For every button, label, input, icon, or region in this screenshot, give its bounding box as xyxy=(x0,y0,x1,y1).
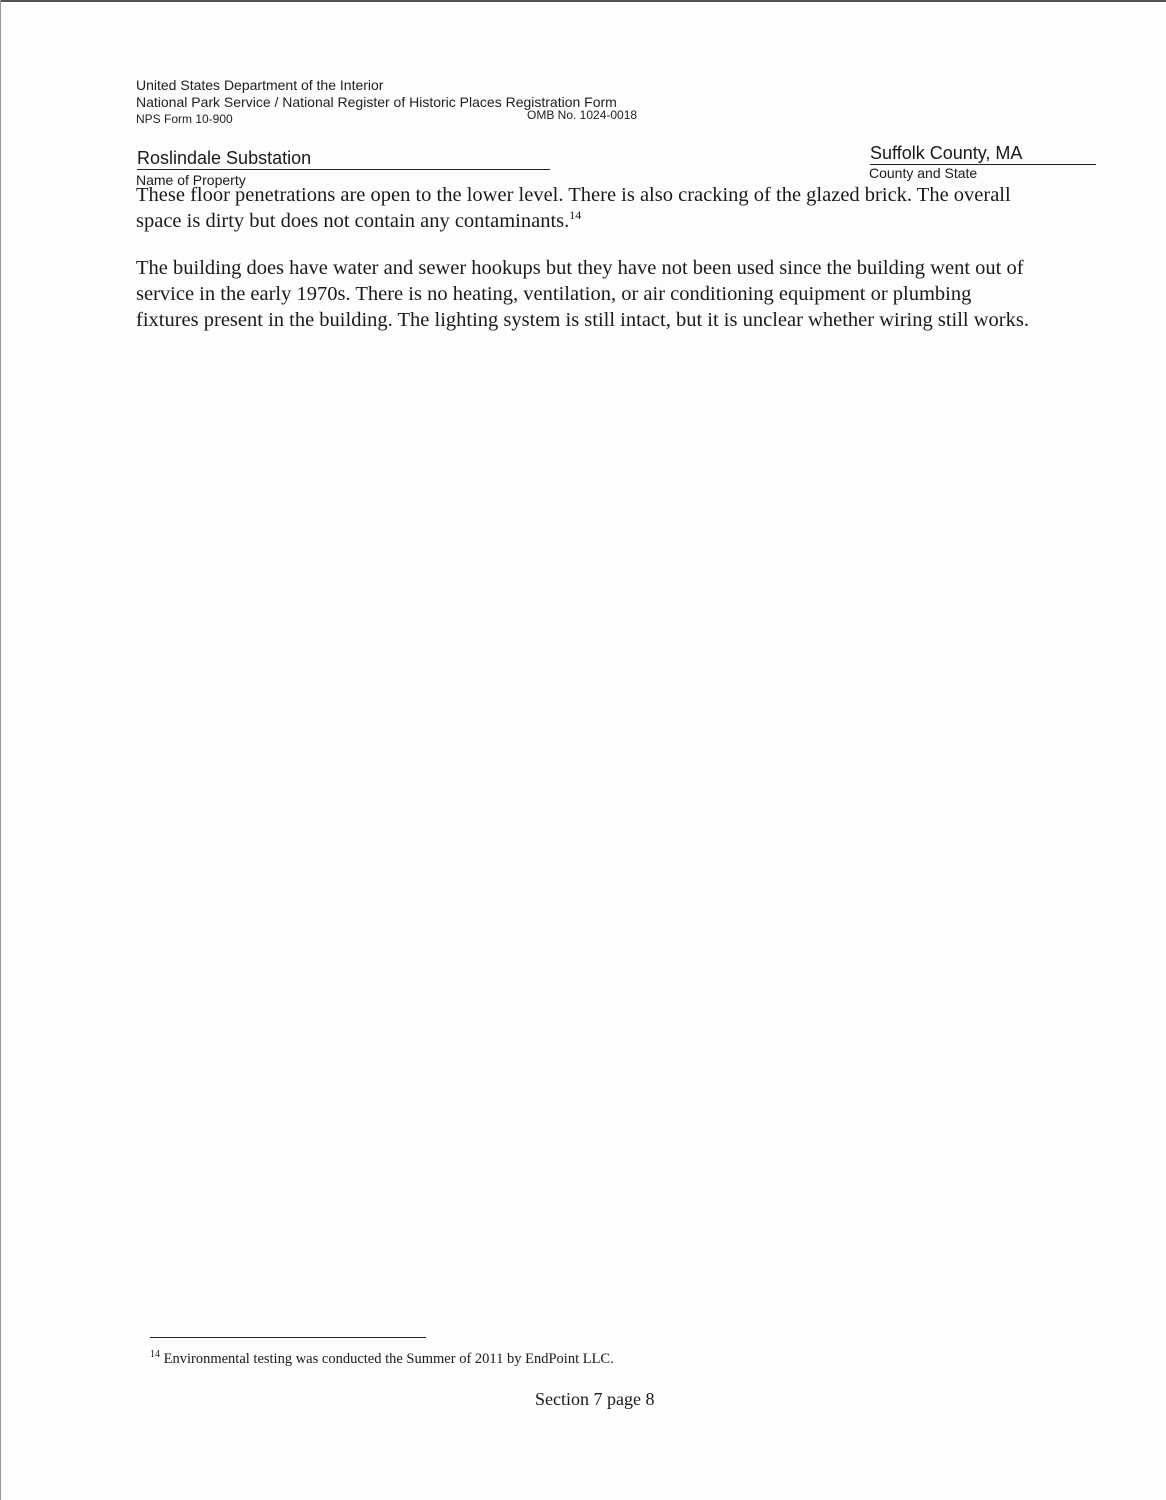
county-state-label: County and State xyxy=(869,165,978,181)
body-paragraph-2: The building does have water and sewer hookups but they have not been used since the building went out of service in the early 1970s. There is no heating, ventilation, or air conditioning equipment or plumbing fixtures present in the building. The lighting system is still intact, but it is unclear whether wiring still works. xyxy=(136,257,1029,331)
footnote-number: 14 xyxy=(150,1349,160,1360)
property-name-label: Name of Property xyxy=(136,172,246,188)
footnote-reference: 14 xyxy=(569,208,582,223)
property-name: Roslindale Substation xyxy=(137,148,550,170)
footnote-14 xyxy=(150,1349,614,1368)
scan-edge-top xyxy=(0,0,1166,2)
county-state: Suffolk County, MA xyxy=(870,143,1096,165)
scan-edge-left xyxy=(0,0,1,1500)
header-agency-form: National Park Service / National Register of Historic Places Registration Form xyxy=(136,94,617,110)
footnote-separator xyxy=(150,1337,426,1338)
header-omb-number: OMB No. 1024-0018 xyxy=(527,108,638,122)
body-paragraph-1 xyxy=(136,182,1036,234)
footnote-text: Environmental testing was conducted the Summer of 2011 by EndPoint LLC. xyxy=(163,1350,614,1367)
header-department: United States Department of the Interior xyxy=(136,77,384,93)
body-paragraph-1-text: These floor penetrations are open to the lower level. There is also cracking of the glazed brick. The overall space is dirty but does not contain any contaminants. xyxy=(136,184,1011,232)
header-form-number: NPS Form 10-900 xyxy=(136,112,233,126)
page-number: Section 7 page 8 xyxy=(535,1389,655,1409)
